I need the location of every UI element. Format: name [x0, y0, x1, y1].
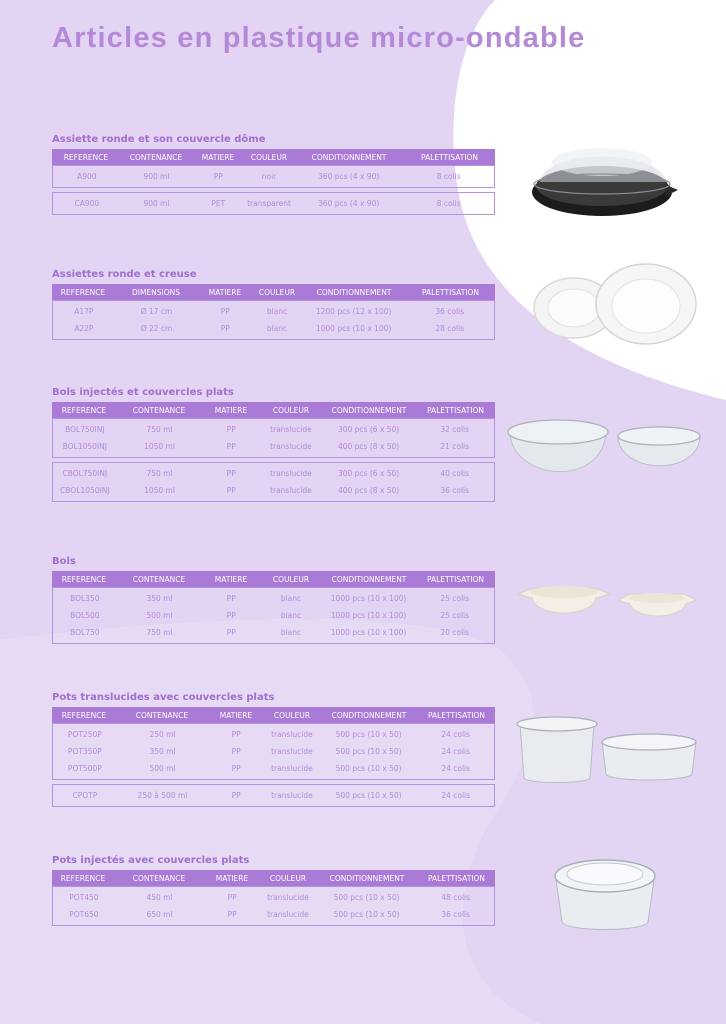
cell-matiere: PP [226, 611, 236, 620]
col-matiere: MATIERE [215, 873, 249, 883]
cell-matiere: PP [220, 307, 230, 316]
cell-reference: POT650 [69, 910, 99, 919]
cell-contenance: 650 ml [146, 910, 173, 919]
cell-reference: BOL750INJ [65, 425, 105, 434]
col-conditionnement: CONDITIONNEMENT [331, 405, 407, 415]
cell-palettisation: 36 colis [441, 910, 471, 919]
cell-matiere: PP [226, 425, 236, 434]
cell-reference: POT350P [67, 747, 102, 756]
table-group [52, 300, 495, 340]
cell-couleur: translucide [271, 747, 313, 756]
table-row [53, 195, 494, 212]
col-reference: REFERENCE [61, 574, 107, 584]
cell-conditionnement: 1000 pcs (10 x 100) [315, 324, 392, 333]
cell-conditionnement: 500 pcs (10 x 50) [335, 747, 402, 756]
cell-conditionnement: 500 pcs (10 x 50) [335, 764, 402, 773]
cell-matiere: PP [220, 324, 230, 333]
cell-reference: BOL750 [70, 628, 100, 637]
col-couleur: COULEUR [269, 873, 307, 883]
cell-couleur: blanc [280, 611, 302, 620]
cell-matiere: PP [231, 764, 241, 773]
cell-couleur: translucide [267, 893, 309, 902]
section-pots-injectes [52, 855, 495, 926]
section-title: Assiettes ronde et creuse [52, 269, 197, 280]
cell-couleur: blanc [266, 307, 288, 316]
cell-reference: A17P [74, 307, 94, 316]
cell-matiere: PET [211, 199, 226, 208]
col-conditionnement: CONDITIONNEMENT [316, 287, 392, 297]
cell-matiere: PP [231, 730, 241, 739]
cell-palettisation: 48 colis [441, 893, 471, 902]
cell-conditionnement: 300 pcs (6 x 50) [337, 469, 400, 478]
cell-reference: POT450 [69, 893, 99, 902]
cell-conditionnement: 1200 pcs (12 x 100) [315, 307, 392, 316]
cell-palettisation: 40 colis [440, 469, 470, 478]
col-reference: REFERENCE [60, 873, 106, 883]
cell-palettisation: 28 colis [435, 324, 465, 333]
cell-conditionnement: 360 pcs (4 x 90) [318, 172, 380, 181]
col-reference: REFERENCE [60, 287, 106, 297]
cell-contenance: 750 ml [146, 469, 173, 478]
table-header [52, 284, 495, 300]
table-row [53, 889, 494, 906]
col-couleur: COULEUR [272, 574, 310, 584]
table-header [52, 870, 495, 886]
cell-contenance: 750 ml [146, 628, 173, 637]
cell-matiere: PP [227, 893, 237, 902]
cell-palettisation: 24 colis [441, 791, 471, 800]
cell-couleur: blanc [280, 628, 302, 637]
table-group [52, 886, 495, 926]
col-reference: REFERENCE [63, 152, 109, 162]
cell-matiere: PP [226, 628, 236, 637]
cell-matiere: PP [226, 486, 236, 495]
cell-contenance: 500 ml [146, 611, 173, 620]
injected-bowls-image [504, 410, 704, 490]
cell-conditionnement: 1000 pcs (10 x 100) [330, 594, 407, 603]
dome-plate-image [528, 130, 680, 220]
cell-reference: POT500P [67, 764, 102, 773]
col-palettisation: PALETTISATION [427, 710, 486, 720]
cell-couleur: blanc [266, 324, 288, 333]
section-bols [52, 556, 495, 644]
col-palettisation: PALETTISATION [426, 405, 485, 415]
cell-couleur: translucide [270, 486, 312, 495]
cell-palettisation: 36 colis [440, 486, 470, 495]
col-conditionnement: CONDITIONNEMENT [311, 152, 387, 162]
section-title: Pots injectés avec couvercles plats [52, 855, 250, 866]
table-row [53, 303, 494, 320]
cell-couleur: translucide [270, 442, 312, 451]
translucent-pots-image [510, 712, 700, 788]
cell-reference: A900 [77, 172, 97, 181]
cell-contenance: 900 ml [143, 172, 170, 181]
table-row [53, 590, 494, 607]
table-row [53, 438, 494, 455]
cell-reference: POT250P [67, 730, 102, 739]
table-header [52, 707, 495, 723]
col-matiere: MATIERE [219, 710, 253, 720]
table-row [53, 465, 494, 482]
col-reference: REFERENCE [61, 710, 107, 720]
table-row [53, 906, 494, 923]
cell-couleur: translucide [271, 791, 313, 800]
col-contenance: CONTENANCE [132, 873, 186, 883]
table-row [53, 726, 494, 743]
cell-contenance: 250 à 500 ml [137, 791, 188, 800]
col-palettisation: PALETTISATION [427, 873, 486, 883]
cell-matiere: PP [231, 747, 241, 756]
cell-dimensions: Ø 22 cm [140, 324, 173, 333]
cell-contenance: 350 ml [146, 594, 173, 603]
col-matiere: MATIERE [214, 574, 248, 584]
cell-matiere: PP [231, 791, 241, 800]
cell-matiere: PP [227, 910, 237, 919]
table-group [52, 587, 495, 644]
table-header [52, 149, 495, 165]
col-contenance: CONTENANCE [132, 574, 186, 584]
section-bols-injectes [52, 387, 495, 502]
cell-reference: CPOTP [72, 791, 98, 800]
cell-couleur: noir [261, 172, 277, 181]
cell-palettisation: 8 colis [436, 172, 461, 181]
col-couleur: COULEUR [272, 405, 310, 415]
cell-dimensions: Ø 17 cm [140, 307, 173, 316]
cell-matiere: PP [226, 469, 236, 478]
col-dimensions: DIMENSIONS [131, 287, 181, 297]
cell-palettisation: 25 colis [440, 594, 470, 603]
cell-conditionnement: 500 pcs (10 x 50) [333, 893, 400, 902]
injected-pot-image [550, 852, 660, 934]
table-group [52, 165, 495, 188]
cell-contenance: 1050 ml [144, 442, 175, 451]
cell-contenance: 350 ml [149, 747, 176, 756]
table-group [52, 418, 495, 458]
cell-contenance: 250 ml [149, 730, 176, 739]
col-conditionnement: CONDITIONNEMENT [331, 574, 407, 584]
section-pots-translucides [52, 692, 495, 807]
col-couleur: COULEUR [258, 287, 296, 297]
cell-palettisation: 32 colis [440, 425, 470, 434]
page-title: Articles en plastique micro-ondable [52, 22, 586, 54]
table-group [52, 462, 495, 502]
cell-couleur: translucide [271, 730, 313, 739]
col-contenance: CONTENANCE [129, 152, 183, 162]
cell-contenance: 900 ml [143, 199, 170, 208]
cell-reference: A22P [74, 324, 94, 333]
col-reference: REFERENCE [61, 405, 107, 415]
cell-palettisation: 25 colis [440, 611, 470, 620]
cell-contenance: 750 ml [146, 425, 173, 434]
table-header [52, 571, 495, 587]
cell-matiere: PP [213, 172, 223, 181]
table-row [53, 168, 494, 185]
cell-contenance: 450 ml [146, 893, 173, 902]
cell-palettisation: 24 colis [441, 730, 471, 739]
col-contenance: CONTENANCE [132, 405, 186, 415]
cell-couleur: transparent [247, 199, 291, 208]
cell-conditionnement: 400 pcs (8 x 50) [337, 442, 400, 451]
white-plates-image [530, 262, 698, 350]
section-title: Pots translucides avec couvercles plats [52, 692, 275, 703]
cell-conditionnement: 400 pcs (8 x 50) [337, 486, 400, 495]
col-matiere: MATIERE [208, 287, 242, 297]
cell-reference: BOL1050INJ [62, 442, 107, 451]
table-row [53, 743, 494, 760]
cell-contenance: 1050 ml [144, 486, 175, 495]
section-title: Assiette ronde et son couvercle dôme [52, 134, 266, 145]
cell-palettisation: 20 colis [440, 628, 470, 637]
cell-conditionnement: 500 pcs (10 x 50) [335, 791, 402, 800]
cell-palettisation: 24 colis [441, 764, 471, 773]
cell-palettisation: 21 colis [440, 442, 470, 451]
cell-matiere: PP [226, 442, 236, 451]
section-assiettes-creuses [52, 269, 495, 340]
col-conditionnement: CONDITIONNEMENT [331, 710, 407, 720]
col-palettisation: PALETTISATION [421, 287, 480, 297]
cell-couleur: translucide [267, 910, 309, 919]
col-conditionnement: CONDITIONNEMENT [329, 873, 405, 883]
cell-couleur: translucide [271, 764, 313, 773]
cell-conditionnement: 1000 pcs (10 x 100) [330, 628, 407, 637]
col-contenance: CONTENANCE [135, 710, 189, 720]
cell-palettisation: 36 colis [435, 307, 465, 316]
cell-couleur: translucide [270, 469, 312, 478]
table-row [53, 624, 494, 641]
col-palettisation: PALETTISATION [420, 152, 479, 162]
section-title: Bols [52, 556, 76, 567]
cell-couleur: blanc [280, 594, 302, 603]
col-couleur: COULEUR [273, 710, 311, 720]
col-palettisation: PALETTISATION [426, 574, 485, 584]
cell-matiere: PP [226, 594, 236, 603]
table-group [52, 192, 495, 215]
cell-conditionnement: 500 pcs (10 x 50) [335, 730, 402, 739]
cell-contenance: 500 ml [149, 764, 176, 773]
table-header [52, 402, 495, 418]
cell-reference: CA900 [74, 199, 100, 208]
cell-conditionnement: 360 pcs (4 x 90) [318, 199, 380, 208]
table-group [52, 723, 495, 780]
col-matiere: MATIERE [214, 405, 248, 415]
section-assiette-dome [52, 134, 495, 215]
cell-couleur: translucide [270, 425, 312, 434]
cell-reference: CBOL1050INJ [60, 486, 110, 495]
cell-reference: BOL350 [70, 594, 100, 603]
cell-conditionnement: 1000 pcs (10 x 100) [330, 611, 407, 620]
section-title: Bols injectés et couvercles plats [52, 387, 234, 398]
cell-palettisation: 24 colis [441, 747, 471, 756]
table-group [52, 784, 495, 807]
cell-reference: CBOL750INJ [62, 469, 108, 478]
table-row [53, 482, 494, 499]
table-row [53, 320, 494, 337]
col-matiere: MATIERE [201, 152, 235, 162]
table-row [53, 787, 494, 804]
cell-palettisation: 8 colis [436, 199, 461, 208]
col-couleur: COULEUR [250, 152, 288, 162]
cell-conditionnement: 300 pcs (6 x 50) [337, 425, 400, 434]
cell-reference: BOL500 [70, 611, 100, 620]
white-bowls-image [514, 578, 714, 626]
table-row [53, 760, 494, 777]
table-row [53, 421, 494, 438]
table-row [53, 607, 494, 624]
cell-conditionnement: 500 pcs (10 x 50) [333, 910, 400, 919]
